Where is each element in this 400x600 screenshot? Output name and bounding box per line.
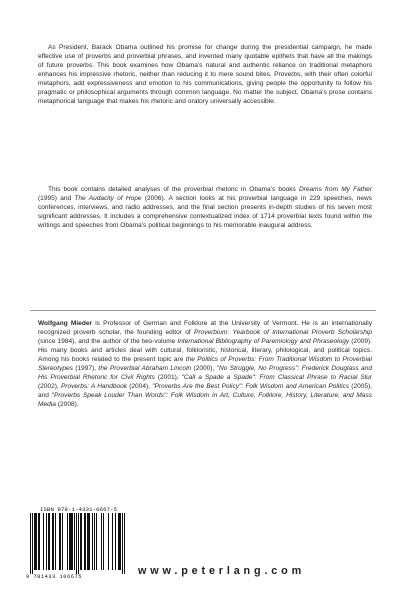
book-title: Proverbs: A Handbook bbox=[60, 382, 128, 390]
barcode-bars bbox=[24, 513, 128, 574]
barcode-bar bbox=[108, 513, 109, 570]
text-segment: is Professor of German and Folklore at the University of Vermont. He is an internationally recognized proverb scholar, the founding editor of bbox=[38, 320, 372, 336]
author-bio-text bbox=[38, 320, 372, 410]
barcode-bar bbox=[92, 513, 93, 570]
author-name: Wolfgang Mieder bbox=[38, 320, 93, 327]
barcode-bar bbox=[32, 513, 33, 574]
text-segment: (2000), bbox=[191, 364, 217, 372]
barcode-bar bbox=[85, 513, 86, 570]
book-title: the Proverbial Abraham Lincoln bbox=[98, 364, 192, 372]
barcode-bar bbox=[81, 513, 82, 570]
book-title: Dreams from My Father bbox=[298, 186, 372, 193]
barcode-bar bbox=[55, 513, 56, 570]
contents-text bbox=[38, 186, 372, 231]
text-segment: (2006). A section looks at his proverbial language in 229 speeches, news conferences, interviews, and radio addresses, and the final section presents in-depth studies of his seven most significant addresses. It includes a comprehensive contextualized index of 1714 proverbial texts found within the writings and speeches from Obama's political beginnings to his memorable inaugural address. bbox=[38, 194, 372, 229]
barcode-bar bbox=[74, 513, 75, 570]
text-segment: (1995) and bbox=[38, 194, 75, 202]
barcode-bar bbox=[60, 513, 61, 570]
book-title: The Audacity of Hope bbox=[74, 194, 142, 202]
description-paragraph-1 bbox=[38, 44, 372, 107]
barcode-bar bbox=[122, 513, 123, 574]
author-bio bbox=[38, 320, 372, 410]
book-title: "Proverbs Speak Louder Than Words": Folk Wisdom in Art, Culture, Folklore, History, Literature, and Mass Media bbox=[38, 391, 372, 408]
barcode-bar bbox=[46, 513, 47, 570]
barcode-bar bbox=[53, 513, 54, 570]
text-segment: (2001), bbox=[154, 373, 182, 381]
barcode-bar bbox=[84, 513, 85, 570]
barcode-bar bbox=[103, 513, 104, 570]
barcode-bar bbox=[67, 513, 68, 570]
overview-text: As President, Barack Obama outlined his promise for change during the presidential campaign, he made effective use of proverbs and proverbial phrases, and invented many quotable epithets that have all the makings of future proverbs. This book examines how Obama's natural and authentic reliance on traditional metaphors enhances his impressive rhetoric, neither than reducing it to mere sound bites. Proverbs, with their often colorful metaphors, add expressiveness and emotion to his communications, giving people the opportunity to follow his pragmatic or philosophical arguments through common language. No matter the subject, Obama's prose contains metaphorical language that makes his rhetoric and oratory universally accessible. bbox=[38, 44, 372, 105]
barcode-bar bbox=[120, 513, 121, 570]
text-segment: (2008). bbox=[55, 400, 79, 408]
barcode-bar bbox=[35, 513, 36, 570]
text-segment: (2005), and bbox=[38, 382, 373, 399]
barcode-bar bbox=[72, 513, 73, 570]
isbn-digits: 9 781433 106675 bbox=[26, 574, 82, 580]
barcode-bar bbox=[76, 513, 77, 574]
book-title: "Proverbs Are the Best Policy": Folk Wisdom and American Politics bbox=[152, 382, 350, 390]
barcode-bar bbox=[30, 513, 31, 574]
barcode-bar bbox=[94, 513, 95, 570]
barcode-bar bbox=[71, 513, 72, 570]
text-segment: (2009). His many books and articles deal with cultural, folkloristic, historical, literary, philological, and political topics. Among his books related to the present topic are bbox=[38, 337, 372, 363]
text-segment: (2004), bbox=[127, 382, 153, 390]
barcode-bar bbox=[124, 513, 125, 574]
barcode-bar bbox=[43, 513, 44, 570]
book-title: "No Struggle, No Progress": Frederick Douglass and His Proverbial Rhetoric for Civil Rights bbox=[38, 364, 372, 381]
barcode-bar bbox=[112, 513, 113, 570]
barcode-bar bbox=[101, 513, 102, 570]
barcode-bar bbox=[49, 513, 50, 570]
publisher-website: www.peterlang.com bbox=[138, 565, 306, 577]
description-paragraph-2 bbox=[38, 186, 372, 231]
barcode-bar bbox=[118, 513, 119, 570]
barcode-bar bbox=[89, 513, 90, 570]
barcode-bar bbox=[96, 513, 97, 570]
barcode-bar bbox=[115, 513, 116, 570]
barcode-bar bbox=[34, 513, 35, 570]
section-divider bbox=[30, 310, 376, 311]
isbn-label: ISBN 978-1-4331-0667-5 bbox=[40, 506, 118, 513]
barcode-bar bbox=[59, 513, 60, 570]
barcode-bar bbox=[70, 513, 71, 570]
barcode-bar bbox=[62, 513, 63, 570]
text-segment: (since 1984), and the author of the two-volume bbox=[38, 337, 178, 345]
bibliography-title: International Bibliography of Paremiology and Phraseology bbox=[177, 337, 350, 345]
barcode-bar bbox=[36, 513, 37, 570]
journal-title: Proverbium: Yearbook of International Proverb Scholarship bbox=[194, 328, 372, 336]
text-segment: (2002), bbox=[38, 382, 61, 390]
barcode-bar bbox=[88, 513, 89, 570]
barcode-bar bbox=[87, 513, 88, 570]
isbn-barcode bbox=[24, 506, 128, 582]
barcode-bar bbox=[38, 513, 39, 570]
text-segment: This book contains detailed analyses of the proverbial rhetoric in Obama's books bbox=[48, 186, 299, 193]
barcode-bar bbox=[39, 513, 40, 570]
barcode-bar bbox=[48, 513, 49, 570]
barcode-bar bbox=[78, 513, 79, 574]
book-title: the Politics of Proverbs: From Traditional Wisdom to Proverbial Stereotypes bbox=[38, 355, 373, 372]
barcode-bar bbox=[119, 513, 120, 570]
barcode-bar bbox=[69, 513, 70, 570]
text-segment: (1997), bbox=[72, 364, 99, 372]
book-title: "Call a Spade a Spade": From Classical Phrase to Racial Slur bbox=[181, 373, 372, 381]
barcode-bar bbox=[80, 513, 81, 570]
barcode-bar bbox=[52, 513, 53, 570]
